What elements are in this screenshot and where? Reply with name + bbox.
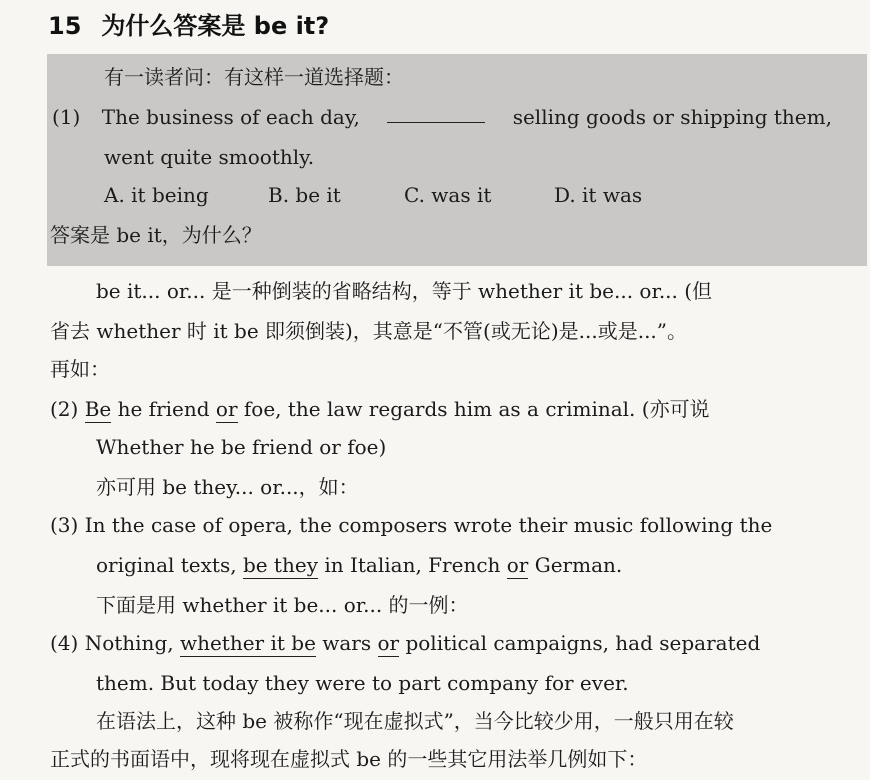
explanation-line-1: be it... or... 是一种倒装的省略结构，等于 whether it be... or... (但	[96, 279, 713, 303]
example-text: German.	[528, 553, 623, 577]
reader-question: 答案是 be it，为什么？	[50, 223, 262, 247]
example-4-line-1	[50, 628, 760, 658]
answer-blank	[387, 102, 485, 123]
example-text: Nothing,	[84, 631, 180, 655]
question-number: (1)	[52, 105, 81, 129]
example-text: in Italian, French	[318, 553, 507, 577]
explanation-line-2: 省去 whether 时 it be 即须倒装)，其意是“不管(或无论)是...或是...”。	[50, 319, 688, 343]
explanation-line-3: 再如：	[50, 357, 110, 381]
example-text: foe, the law regards him as a criminal. (亦可说	[237, 397, 710, 421]
option-a: A. it being	[104, 183, 209, 207]
closing-line-2: 正式的书面语中，现将现在虚拟式 be 的一些其它用法举几例如下：	[50, 747, 648, 771]
example-text: wars	[315, 631, 378, 655]
example-4-line-2: them. But today they were to part company for ever.	[96, 671, 629, 695]
example-text: original texts,	[96, 553, 243, 577]
underlined-word: be they	[242, 553, 318, 577]
example-2-line-1	[50, 394, 710, 424]
underlined-word: Be	[84, 397, 112, 421]
example-2-line-2: Whether he be friend or foe)	[96, 435, 387, 459]
closing-line-1: 在语法上，这种 be 被称作“现在虚拟式”，当今比较少用，一般只用在较	[96, 709, 734, 733]
option-b: B. be it	[268, 183, 341, 207]
example-text: he friend	[111, 397, 216, 421]
question-text-after-blank: selling goods or shipping them,	[512, 105, 832, 129]
example-text: political campaigns, had separated	[399, 631, 761, 655]
example-number: (3)	[50, 513, 79, 537]
example-3-line-2	[96, 550, 622, 580]
question-line-1	[52, 102, 832, 132]
example-3-line-1	[50, 510, 772, 540]
question-text-before-blank: The business of each day,	[101, 105, 360, 129]
underlined-word: whether it be	[179, 631, 316, 655]
underlined-word: or	[377, 631, 400, 655]
example-number: (4)	[50, 631, 79, 655]
example-text: In the case of opera, the composers wrote their music following the	[84, 513, 773, 537]
option-c: C. was it	[404, 183, 492, 207]
option-d: D. it was	[554, 183, 643, 207]
section-number: 15	[48, 12, 82, 40]
note-whether: 下面是用 whether it be... or... 的一例：	[96, 593, 469, 617]
example-number: (2)	[50, 397, 79, 421]
underlined-word: or	[506, 553, 529, 577]
underlined-word: or	[215, 397, 238, 421]
question-intro: 有一读者问：有这样一道选择题：	[104, 65, 404, 89]
section-title: 为什么答案是 be it?	[101, 12, 330, 40]
note-be-they: 亦可用 be they... or...，如：	[96, 475, 359, 499]
question-line-2: went quite smoothly.	[104, 145, 315, 169]
section-heading	[48, 8, 329, 44]
